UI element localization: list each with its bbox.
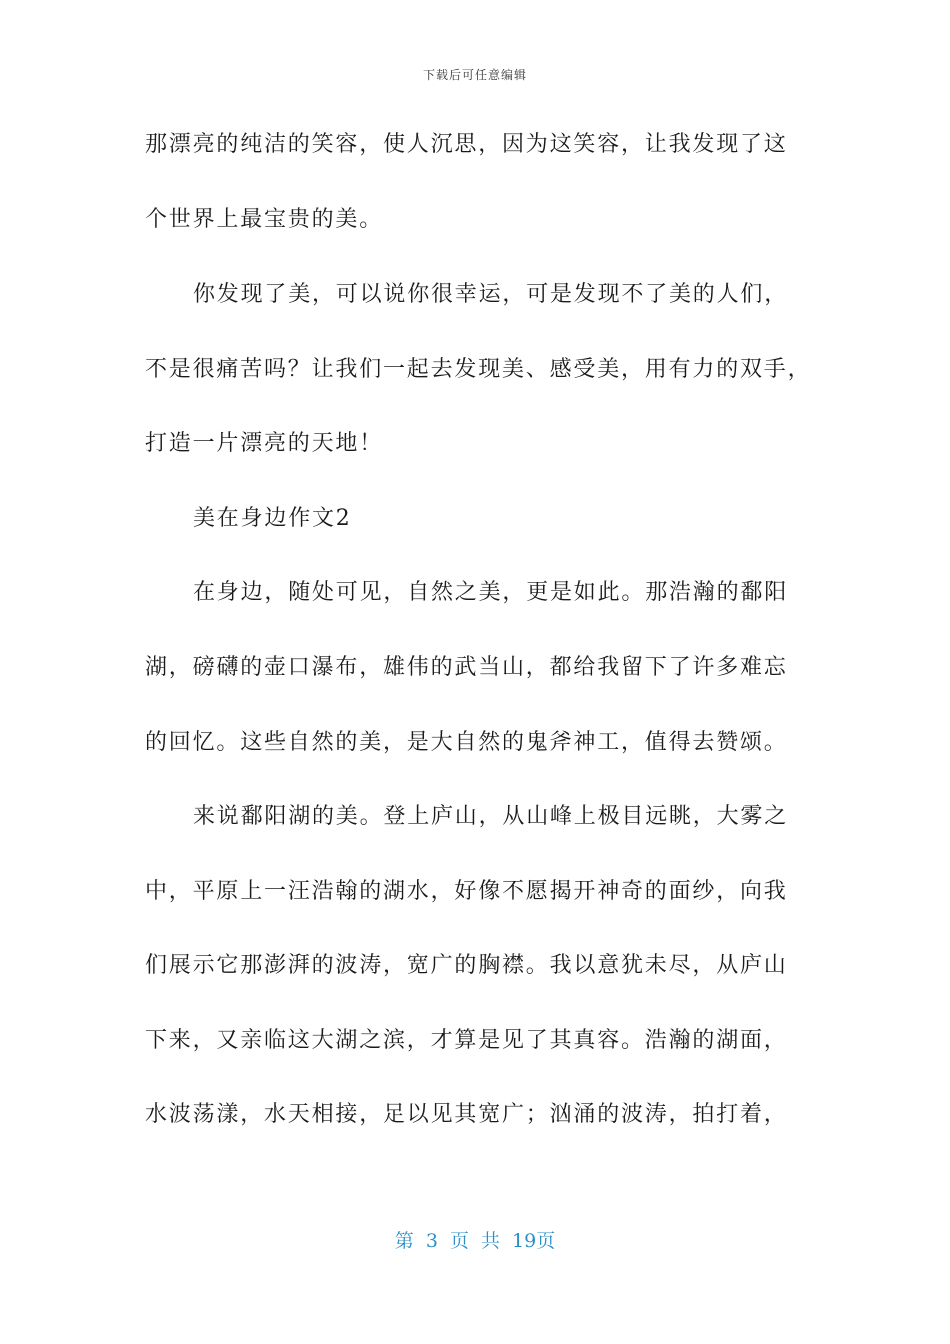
text-line: 不是很痛苦吗？让我们一起去发现美、感受美，用有力的双手， — [145, 357, 812, 382]
text-line: 湖，磅礴的壶口瀑布，雄伟的武当山，都给我留下了许多难忘 — [145, 655, 788, 680]
text-line: 的回忆。这些自然的美，是大自然的鬼斧神工，值得去赞颂。 — [145, 730, 788, 755]
text-line: 们展示它那澎湃的波涛，宽广的胸襟。我以意犹未尽，从庐山 — [145, 953, 788, 978]
text-line: 那漂亮的纯洁的笑容，使人沉思，因为这笑容，让我发现了这 — [145, 132, 788, 157]
text-line: 来说鄱阳湖的美。登上庐山，从山峰上极目远眺，大雾之 — [193, 804, 789, 829]
text-line: 下来，又亲临这大湖之滨，才算是见了其真容。浩瀚的湖面， — [145, 1028, 788, 1053]
page-header: 下载后可任意编辑 — [422, 68, 527, 82]
text-line: 你发现了美，可以说你很幸运，可是发现不了美的人们， — [193, 282, 789, 307]
section-title: 美在身边作文2 — [193, 506, 352, 531]
page-number: 第 3 页 共 19页 — [394, 1230, 556, 1252]
text-line: 在身边，随处可见，自然之美，更是如此。那浩瀚的鄱阳 — [193, 580, 789, 605]
text-line: 中，平原上一汪浩翰的湖水，好像不愿揭开神奇的面纱，向我 — [145, 879, 788, 904]
text-line: 打造一片漂亮的天地！ — [145, 431, 384, 456]
text-line: 水波荡漾，水天相接，足以见其宽广；汹涌的波涛，拍打着， — [145, 1102, 788, 1127]
text-line: 个世界上最宝贵的美。 — [145, 207, 384, 232]
